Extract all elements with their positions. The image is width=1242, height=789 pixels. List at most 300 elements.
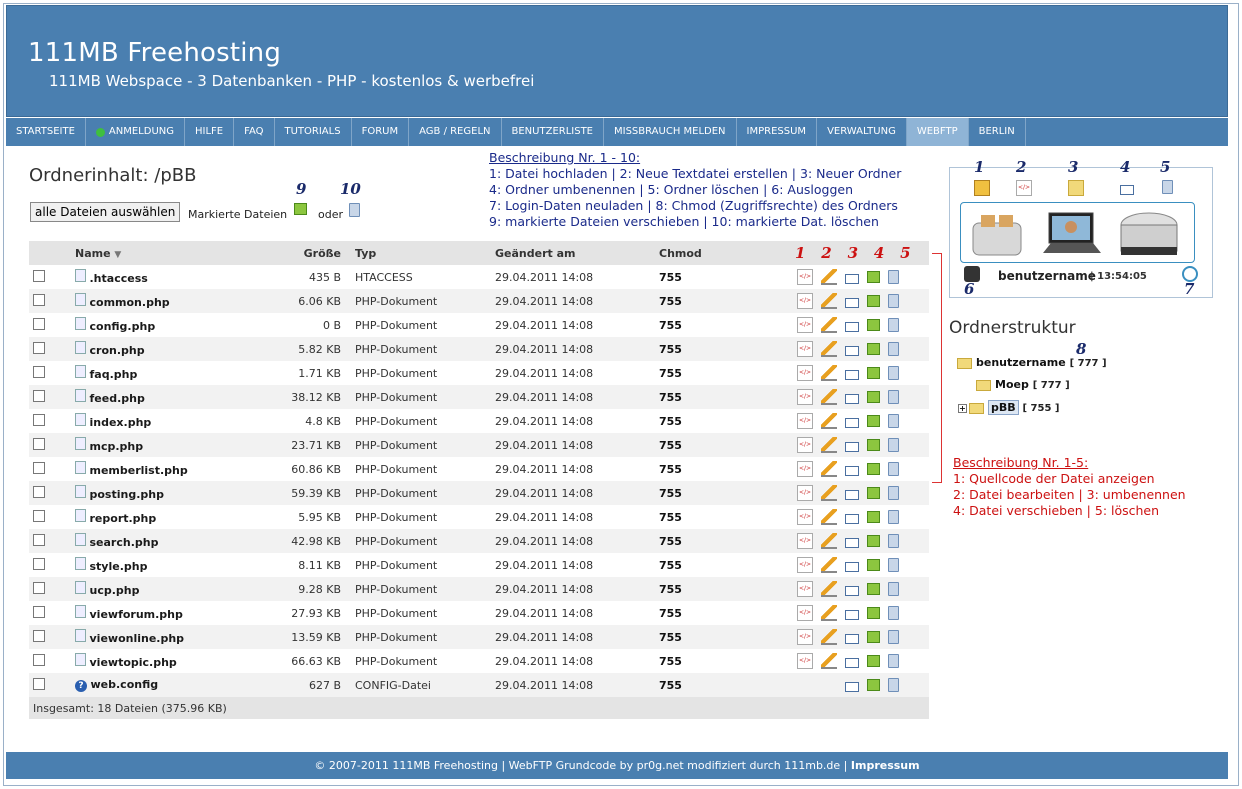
file-type: PHP-Dokument [355, 654, 438, 668]
expand-icon[interactable]: + [959, 404, 966, 413]
file-modified: 29.04.2011 14:08 [495, 534, 594, 548]
delete-icon[interactable] [888, 654, 899, 668]
move-icon[interactable] [867, 295, 880, 307]
file-size: 66.63 KB [291, 654, 341, 668]
file-modified: 29.04.2011 14:08 [495, 414, 594, 428]
nav-item-missbrauch-melden[interactable] [604, 118, 737, 146]
row-checkbox[interactable] [33, 390, 45, 402]
file-icon [75, 389, 86, 402]
move-icon[interactable] [867, 367, 880, 379]
new-textfile-icon[interactable] [1016, 180, 1032, 196]
file-name[interactable]: viewonline.php [89, 632, 185, 645]
nav-item-benutzerliste[interactable] [502, 118, 605, 146]
site-footer [6, 752, 1228, 779]
file-chmod[interactable]: 755 [659, 534, 682, 548]
row-checkbox[interactable] [33, 294, 45, 306]
view-source-icon[interactable] [797, 653, 813, 669]
file-size: 42.98 KB [291, 534, 341, 548]
nav-label: HILFE [195, 126, 224, 137]
file-type: PHP-Dokument [355, 462, 438, 476]
folder-icon [976, 380, 991, 391]
file-chmod[interactable]: 755 [659, 342, 682, 356]
move-icon[interactable] [867, 559, 880, 571]
edit-file-icon[interactable] [821, 437, 837, 453]
view-source-icon[interactable] [797, 533, 813, 549]
file-modified: 29.04.2011 14:08 [495, 390, 594, 404]
file-size: 9.28 KB [298, 582, 341, 596]
delete-icon[interactable] [888, 438, 899, 452]
file-size: 5.82 KB [298, 342, 341, 356]
move-icon[interactable] [867, 271, 880, 283]
row-checkbox[interactable] [33, 342, 45, 354]
action-number-2: 2 [821, 244, 832, 262]
file-size: 435 B [308, 270, 341, 284]
file-chmod[interactable]: 755 [659, 294, 682, 308]
view-source-icon[interactable] [797, 437, 813, 453]
description-line: 9: markierte Dateien verschieben | 10: markierte Dat. löschen [489, 214, 879, 229]
file-size: 60.86 KB [291, 462, 341, 476]
nav-label: ANMELDUNG [108, 126, 174, 137]
rename-icon[interactable] [845, 346, 859, 356]
view-source-icon[interactable] [797, 293, 813, 309]
marked-files-label: Markierte Dateien [188, 208, 288, 221]
file-modified: 29.04.2011 14:08 [495, 486, 594, 500]
file-type: PHP-Dokument [355, 582, 438, 596]
edit-file-icon[interactable] [821, 653, 837, 669]
nav-item-forum[interactable] [352, 118, 410, 146]
file-size: 1.71 KB [298, 366, 341, 380]
rename-icon[interactable] [845, 586, 859, 596]
file-chmod[interactable]: 755 [659, 462, 682, 476]
move-icon[interactable] [867, 415, 880, 427]
file-chmod[interactable]: 755 [659, 318, 682, 332]
table-row [29, 337, 929, 361]
legend-connector [932, 253, 942, 483]
description-title: Beschreibung Nr. 1 - 10: [489, 150, 641, 165]
action-number-4: 4 [873, 244, 885, 262]
tree-title: Ordnerstruktur [949, 318, 1076, 338]
rename-icon[interactable] [845, 394, 859, 404]
nav-label: TUTORIALS [284, 126, 341, 137]
edit-file-icon[interactable] [821, 629, 837, 645]
select-all-button[interactable]: alle Dateien auswählen [30, 202, 180, 222]
tree-item-root[interactable]: benutzername [ 777 ] [957, 356, 1107, 369]
edit-file-icon[interactable] [821, 389, 837, 405]
col-actions-header [795, 241, 929, 265]
row-checkbox[interactable] [33, 270, 45, 282]
file-name[interactable]: web.config [90, 678, 159, 691]
delete-icon[interactable] [888, 414, 899, 428]
delete-icon[interactable] [888, 582, 899, 596]
move-icon[interactable] [867, 391, 880, 403]
file-name[interactable]: index.php [89, 416, 152, 429]
file-type: PHP-Dokument [355, 486, 438, 500]
rename-icon[interactable] [845, 442, 859, 452]
marker-5: 5 [1160, 158, 1171, 176]
file-icon [75, 413, 86, 426]
file-type: PHP-Dokument [355, 318, 438, 332]
file-icon [75, 437, 86, 450]
row-checkbox[interactable] [33, 510, 45, 522]
move-icon[interactable] [867, 583, 880, 595]
file-chmod[interactable]: 755 [659, 390, 682, 404]
edit-file-icon[interactable] [821, 269, 837, 285]
table-row [29, 313, 929, 337]
username-label: benutzername [998, 269, 1096, 283]
move-icon[interactable] [867, 655, 880, 667]
delete-icon[interactable] [888, 630, 899, 644]
file-icon [75, 581, 86, 594]
file-chmod[interactable]: 755 [659, 486, 682, 500]
file-modified: 29.04.2011 14:08 [495, 438, 594, 452]
nav-item-berlin[interactable] [969, 118, 1026, 146]
file-type: PHP-Dokument [355, 438, 438, 452]
nav-item-faq[interactable] [234, 118, 274, 146]
delete-icon[interactable] [888, 318, 899, 332]
nav-item-startseite[interactable] [6, 118, 86, 146]
file-modified: 29.04.2011 14:08 [495, 654, 594, 668]
nav-label: FAQ [244, 126, 264, 137]
rename-icon[interactable] [845, 370, 859, 380]
file-type: PHP-Dokument [355, 390, 438, 404]
file-name[interactable]: viewtopic.php [89, 656, 177, 669]
nav-label: WEBFTP [916, 126, 958, 137]
legend-line: 1: Quellcode der Datei anzeigen [953, 471, 1155, 486]
file-chmod[interactable]: 755 [659, 414, 682, 428]
view-source-icon[interactable] [797, 461, 813, 477]
file-size: 27.93 KB [291, 606, 341, 620]
col-modified-header[interactable]: Geändert am [495, 246, 576, 260]
table-row [29, 553, 929, 577]
site-title: 111MB Freehosting [28, 38, 282, 68]
delete-icon[interactable] [888, 534, 899, 548]
edit-file-icon[interactable] [821, 485, 837, 501]
chmod-pbb[interactable]: [ 755 ] [1022, 403, 1060, 414]
nav-label: MISSBRAUCH MELDEN [614, 126, 726, 137]
edit-file-icon[interactable] [821, 461, 837, 477]
row-checkbox[interactable] [33, 630, 45, 642]
description-line: 7: Login-Daten neuladen | 8: Chmod (Zugriffsrechte) des Ordners [489, 198, 898, 213]
edit-file-icon[interactable] [821, 581, 837, 597]
file-icon [75, 269, 86, 282]
move-icon[interactable] [867, 319, 880, 331]
view-source-icon[interactable] [797, 365, 813, 381]
file-icon [75, 605, 86, 618]
laptop-image [1039, 209, 1105, 259]
table-header-row [29, 241, 929, 265]
file-name[interactable]: common.php [89, 296, 170, 309]
col-type-header[interactable]: Typ [355, 246, 377, 260]
table-row [29, 265, 929, 289]
view-source-icon[interactable] [797, 557, 813, 573]
file-chmod[interactable]: 755 [659, 510, 682, 524]
footer-text: © 2007-2011 111MB Freehosting | WebFTP Grundcode by pr0g.net modifiziert durch 111mb.de | [314, 759, 851, 772]
file-chmod[interactable]: 755 [659, 438, 682, 452]
file-chmod[interactable]: 755 [659, 270, 682, 284]
delete-icon[interactable] [888, 270, 899, 284]
nav-label: BERLIN [978, 126, 1015, 137]
file-modified: 29.04.2011 14:08 [495, 270, 594, 284]
file-type: PHP-Dokument [355, 630, 438, 644]
nav-label: BENUTZERLISTE [511, 126, 593, 137]
rename-icon[interactable] [845, 658, 859, 668]
file-chmod[interactable]: 755 [659, 366, 682, 380]
file-modified: 29.04.2011 14:08 [495, 582, 594, 596]
nav-item-hilfe[interactable] [185, 118, 234, 146]
table-row [29, 361, 929, 385]
delete-icon[interactable] [888, 558, 899, 572]
file-type: PHP-Dokument [355, 510, 438, 524]
table-row [29, 505, 929, 529]
rename-icon[interactable] [845, 610, 859, 620]
table-row [29, 433, 929, 457]
table-row [29, 529, 929, 553]
row-checkbox[interactable] [33, 558, 45, 570]
delete-icon[interactable] [888, 510, 899, 524]
nav-label: AGB / REGELN [419, 126, 491, 137]
move-icon[interactable] [867, 535, 880, 547]
file-modified: 29.04.2011 14:08 [495, 678, 594, 692]
view-source-icon[interactable] [797, 389, 813, 405]
row-checkbox[interactable] [33, 678, 45, 690]
nav-label: VERWALTUNG [827, 126, 896, 137]
nav-item-agb-regeln[interactable] [409, 118, 501, 146]
file-type: CONFIG-Datei [355, 678, 431, 692]
online-dot-icon [96, 128, 105, 137]
move-icon[interactable] [867, 631, 880, 643]
file-name[interactable]: report.php [89, 512, 157, 525]
row-checkbox[interactable] [33, 534, 45, 546]
action-number-5: 5 [900, 244, 911, 262]
file-icon [75, 557, 86, 570]
file-size: 59.39 KB [291, 486, 341, 500]
delete-icon[interactable] [888, 294, 899, 308]
table-row [29, 673, 929, 697]
edit-file-icon[interactable] [821, 605, 837, 621]
file-size: 6.06 KB [298, 294, 341, 308]
file-icon [75, 653, 86, 666]
upload-file-icon[interactable] [974, 180, 990, 196]
rename-icon[interactable] [845, 274, 859, 284]
move-icon[interactable] [867, 607, 880, 619]
row-checkbox[interactable] [33, 438, 45, 450]
row-checkbox[interactable] [33, 582, 45, 594]
nav-label: FORUM [361, 126, 399, 137]
file-size: 23.71 KB [291, 438, 341, 452]
view-source-icon[interactable] [797, 413, 813, 429]
file-icon [75, 629, 86, 642]
rename-icon[interactable] [845, 418, 859, 428]
file-icon [75, 461, 86, 474]
move-icon[interactable] [867, 487, 880, 499]
folder-icon [969, 403, 984, 414]
file-chmod[interactable]: 755 [659, 630, 682, 644]
file-name[interactable]: memberlist.php [89, 464, 188, 477]
edit-file-icon[interactable] [821, 365, 837, 381]
row-checkbox[interactable] [33, 606, 45, 618]
folder-title: Ordnerinhalt: /pBB [29, 165, 197, 186]
view-source-icon[interactable] [797, 341, 813, 357]
folder-open-icon [957, 358, 972, 369]
rename-icon[interactable] [845, 490, 859, 500]
file-chmod[interactable]: 755 [659, 558, 682, 572]
file-icon [75, 365, 86, 378]
toaster-image [969, 209, 1027, 259]
marker-3: 3 [1068, 158, 1079, 176]
edit-file-icon[interactable] [821, 557, 837, 573]
file-icon [75, 485, 86, 498]
delete-icon[interactable] [888, 390, 899, 404]
row-checkbox[interactable] [33, 318, 45, 330]
file-name[interactable]: ucp.php [89, 584, 140, 597]
delete-selected-icon[interactable] [349, 203, 360, 217]
view-source-icon[interactable] [797, 269, 813, 285]
move-icon[interactable] [867, 511, 880, 523]
nav-item-verwaltung[interactable] [817, 118, 907, 146]
file-modified: 29.04.2011 14:08 [495, 510, 594, 524]
marker-8: 8 [1076, 340, 1087, 358]
view-source-icon[interactable] [797, 509, 813, 525]
nav-item-impressum[interactable] [737, 118, 818, 146]
move-icon[interactable] [867, 343, 880, 355]
file-type: PHP-Dokument [355, 366, 438, 380]
file-name[interactable]: viewforum.php [89, 608, 183, 621]
view-source-icon[interactable] [797, 485, 813, 501]
file-name[interactable]: feed.php [89, 392, 145, 405]
file-chmod[interactable]: 755 [659, 582, 682, 596]
col-size-header[interactable]: Größe [303, 246, 341, 260]
table-row [29, 457, 929, 481]
file-name[interactable]: config.php [89, 320, 156, 333]
delete-icon[interactable] [888, 342, 899, 356]
nav-item-tutorials[interactable] [275, 118, 352, 146]
session-time: | 13:54:05 [1090, 271, 1147, 282]
edit-file-icon[interactable] [821, 293, 837, 309]
row-checkbox[interactable] [33, 366, 45, 378]
file-name[interactable]: .htaccess [89, 272, 148, 285]
marker-2: 2 [1016, 158, 1027, 176]
rename-icon[interactable] [845, 322, 859, 332]
file-size: 38.12 KB [291, 390, 341, 404]
file-modified: 29.04.2011 14:08 [495, 318, 594, 332]
rename-icon[interactable] [845, 514, 859, 524]
legend-title: Beschreibung Nr. 1-5: [953, 455, 1089, 470]
rename-icon[interactable] [845, 634, 859, 644]
action-number-1: 1 [795, 244, 806, 262]
delete-icon[interactable] [888, 462, 899, 476]
file-icon [75, 341, 86, 354]
marker-4: 4 [1120, 158, 1131, 176]
file-size: 8.11 KB [298, 558, 341, 572]
delete-icon[interactable] [888, 678, 899, 692]
legend-line: 2: Datei bearbeiten | 3: umbenennen [953, 487, 1186, 502]
file-modified: 29.04.2011 14:08 [495, 342, 594, 356]
marker-9: 9 [296, 180, 307, 198]
user-avatar-banner [960, 202, 1195, 263]
view-source-icon[interactable] [797, 605, 813, 621]
new-folder-icon[interactable] [1068, 180, 1084, 196]
row-checkbox[interactable] [33, 414, 45, 426]
move-selected-icon[interactable] [294, 203, 307, 215]
table-row [29, 649, 929, 673]
action-number-3: 3 [847, 244, 858, 262]
file-modified: 29.04.2011 14:08 [495, 558, 594, 572]
rename-icon[interactable] [845, 562, 859, 572]
description-line: 1: Datei hochladen | 2: Neue Textdatei erstellen | 3: Neuer Ordner [489, 166, 902, 181]
delete-icon[interactable] [888, 486, 899, 500]
nav-item-anmeldung[interactable] [86, 118, 185, 146]
edit-file-icon[interactable] [821, 317, 837, 333]
move-icon[interactable] [867, 679, 880, 691]
file-type: PHP-Dokument [355, 558, 438, 572]
rename-icon[interactable] [845, 466, 859, 476]
row-checkbox[interactable] [33, 486, 45, 498]
col-name-header[interactable]: Name ▼ [75, 246, 122, 260]
file-type: PHP-Dokument [355, 534, 438, 548]
table-row [29, 289, 929, 313]
table-row [29, 409, 929, 433]
view-source-icon[interactable] [797, 629, 813, 645]
rename-icon[interactable] [845, 538, 859, 548]
site-header [6, 5, 1228, 117]
file-name[interactable]: faq.php [89, 368, 138, 381]
edit-file-icon[interactable] [821, 533, 837, 549]
file-chmod[interactable]: 755 [659, 606, 682, 620]
edit-file-icon[interactable] [821, 341, 837, 357]
file-name[interactable]: search.php [89, 536, 159, 549]
rename-icon[interactable] [845, 682, 859, 692]
row-checkbox[interactable] [33, 462, 45, 474]
delete-folder-icon[interactable] [1162, 180, 1173, 194]
delete-icon[interactable] [888, 606, 899, 620]
file-icon [75, 533, 86, 546]
view-source-icon[interactable] [797, 581, 813, 597]
move-icon[interactable] [867, 463, 880, 475]
col-chmod-header[interactable]: Chmod [659, 246, 702, 260]
chmod-moep[interactable]: [ 777 ] [1032, 380, 1070, 391]
marker-10: 10 [340, 180, 361, 198]
file-type: PHP-Dokument [355, 606, 438, 620]
view-source-icon[interactable] [797, 317, 813, 333]
file-type: HTACCESS [355, 270, 413, 284]
marker-7: 7 [1184, 280, 1195, 298]
move-icon[interactable] [867, 439, 880, 451]
main-nav [6, 118, 1228, 146]
file-chmod[interactable]: 755 [659, 678, 682, 692]
file-modified: 29.04.2011 14:08 [495, 630, 594, 644]
rename-folder-icon[interactable] [1120, 185, 1134, 195]
tree-item-pbb[interactable]: + pBB [ 755 ] [959, 401, 1060, 414]
site-subtitle: 111MB Webspace - 3 Datenbanken - PHP - kostenlos & werbefrei [49, 72, 535, 90]
file-type: PHP-Dokument [355, 294, 438, 308]
delete-icon[interactable] [888, 366, 899, 380]
file-name[interactable]: cron.php [89, 344, 145, 357]
edit-file-icon[interactable] [821, 413, 837, 429]
file-chmod[interactable]: 755 [659, 654, 682, 668]
tree-item-moep[interactable]: Moep [ 777 ] [976, 378, 1070, 391]
legend-block [953, 455, 1186, 519]
file-name[interactable]: style.php [89, 560, 148, 573]
file-name[interactable]: mcp.php [89, 440, 144, 453]
chmod-root[interactable]: [ 777 ] [1069, 358, 1107, 369]
edit-file-icon[interactable] [821, 509, 837, 525]
rename-icon[interactable] [845, 298, 859, 308]
row-checkbox[interactable] [33, 654, 45, 666]
footer-impressum-link[interactable]: Impressum [850, 759, 920, 772]
nav-item-webftp[interactable] [907, 118, 969, 146]
file-name[interactable]: posting.php [89, 488, 164, 501]
table-row [29, 577, 929, 601]
